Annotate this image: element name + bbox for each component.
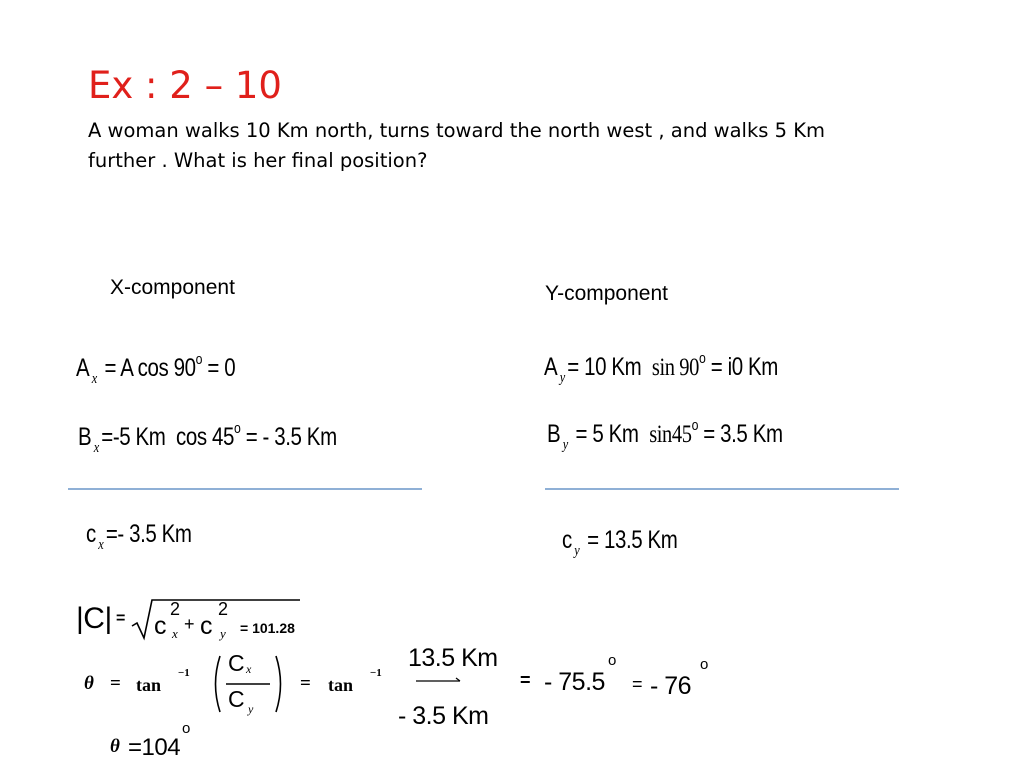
- by-subscript: y: [562, 437, 568, 453]
- theta-equation: [84, 644, 724, 730]
- y-component-heading: Y-component: [545, 282, 668, 305]
- ay-result: = i0 Km: [710, 353, 778, 381]
- theta-symbol: θ: [84, 673, 94, 694]
- cx-result: =- 3.5 Km: [105, 520, 192, 548]
- by-label: B: [547, 420, 561, 448]
- bx-degree: o: [233, 420, 241, 437]
- bx-subscript: x: [93, 440, 99, 456]
- theta-degree-1: o: [608, 652, 617, 669]
- x-sum-divider: [68, 488, 422, 490]
- x-component-heading: X-component: [110, 276, 235, 299]
- bx-equation: [78, 420, 394, 456]
- final-theta-degree: o: [182, 720, 191, 737]
- cy-subscript: y: [574, 543, 580, 559]
- by-result: = 3.5 Km: [703, 420, 783, 448]
- magnitude-equals: =: [116, 610, 126, 627]
- cx-squared-subscript: x: [172, 626, 178, 641]
- ratio-numerator: C: [228, 650, 245, 676]
- theta-equals-4: =: [632, 674, 643, 694]
- ay-equation: [544, 350, 829, 386]
- cx-equation: [86, 520, 215, 553]
- cx-subscript: x: [98, 537, 104, 553]
- theta-value-1: - 75.5: [544, 668, 605, 696]
- cy-result: = 13.5 Km: [587, 526, 678, 554]
- by-degree: o: [691, 417, 699, 434]
- plus-sign: +: [184, 614, 195, 634]
- ratio-numerator-subscript: x: [246, 662, 252, 676]
- slide-title: Ex : 2 – 10: [88, 64, 282, 107]
- theta-equals-2: =: [300, 673, 311, 694]
- cx-squared-power: 2: [170, 599, 181, 619]
- y-sum-divider: [545, 488, 899, 490]
- ax-subscript: x: [91, 371, 97, 387]
- magnitude-result: = 101.28: [240, 620, 295, 636]
- ax-result: = 0: [207, 354, 236, 382]
- ax-label: A: [76, 354, 90, 382]
- bx-label: B: [78, 423, 92, 451]
- cy-equation: [562, 526, 703, 559]
- tan-inverse-power-2: −1: [370, 667, 382, 679]
- ay-degree: o: [698, 350, 706, 367]
- tan-function-2: tan: [328, 675, 354, 695]
- cx-squared: c: [154, 612, 166, 640]
- final-answer: [110, 720, 230, 766]
- by-value: = 5 Km: [575, 420, 639, 448]
- cy-label: c: [562, 526, 572, 554]
- cy-squared-power: 2: [218, 599, 229, 619]
- cx-label: c: [86, 520, 96, 548]
- ay-subscript: y: [559, 370, 565, 386]
- theta-value-2: - 76: [650, 672, 692, 700]
- bx-result: = - 3.5 Km: [245, 423, 337, 451]
- by-equation: [547, 417, 834, 453]
- bx-value: =-5 Km: [101, 423, 166, 451]
- fraction-bar-icon: [414, 676, 464, 686]
- tan-inverse-power: −1: [178, 667, 190, 679]
- ax-expression: = A cos 90: [104, 354, 196, 382]
- ay-value: = 10 Km: [567, 353, 642, 381]
- ax-degree: o: [195, 351, 203, 368]
- by-trig: sin45: [649, 421, 692, 448]
- cy-squared: c: [200, 612, 212, 640]
- theta-equals: =: [110, 673, 121, 694]
- final-theta-symbol: θ: [110, 736, 120, 757]
- fraction-numerator: 13.5 Km: [408, 644, 498, 672]
- bx-trig: cos 45: [176, 423, 234, 451]
- problem-statement: A woman walks 10 Km north, turns toward the north west , and walks 5 Km further . What is her final position?: [88, 119, 826, 172]
- theta-degree-2: o: [700, 656, 709, 673]
- final-theta-value: =104: [128, 734, 181, 761]
- ratio-denominator: C: [228, 686, 245, 712]
- ratio-denominator-subscript: y: [248, 702, 254, 716]
- cy-squared-subscript: y: [220, 626, 226, 641]
- fraction-denominator: - 3.5 Km: [398, 702, 489, 730]
- magnitude-label: |C|: [76, 602, 112, 635]
- tan-function: tan: [136, 675, 162, 695]
- ay-label: A: [544, 353, 558, 381]
- ay-trig: sin 90: [651, 354, 699, 381]
- ax-equation: [76, 351, 270, 387]
- theta-equals-3: =: [520, 670, 531, 690]
